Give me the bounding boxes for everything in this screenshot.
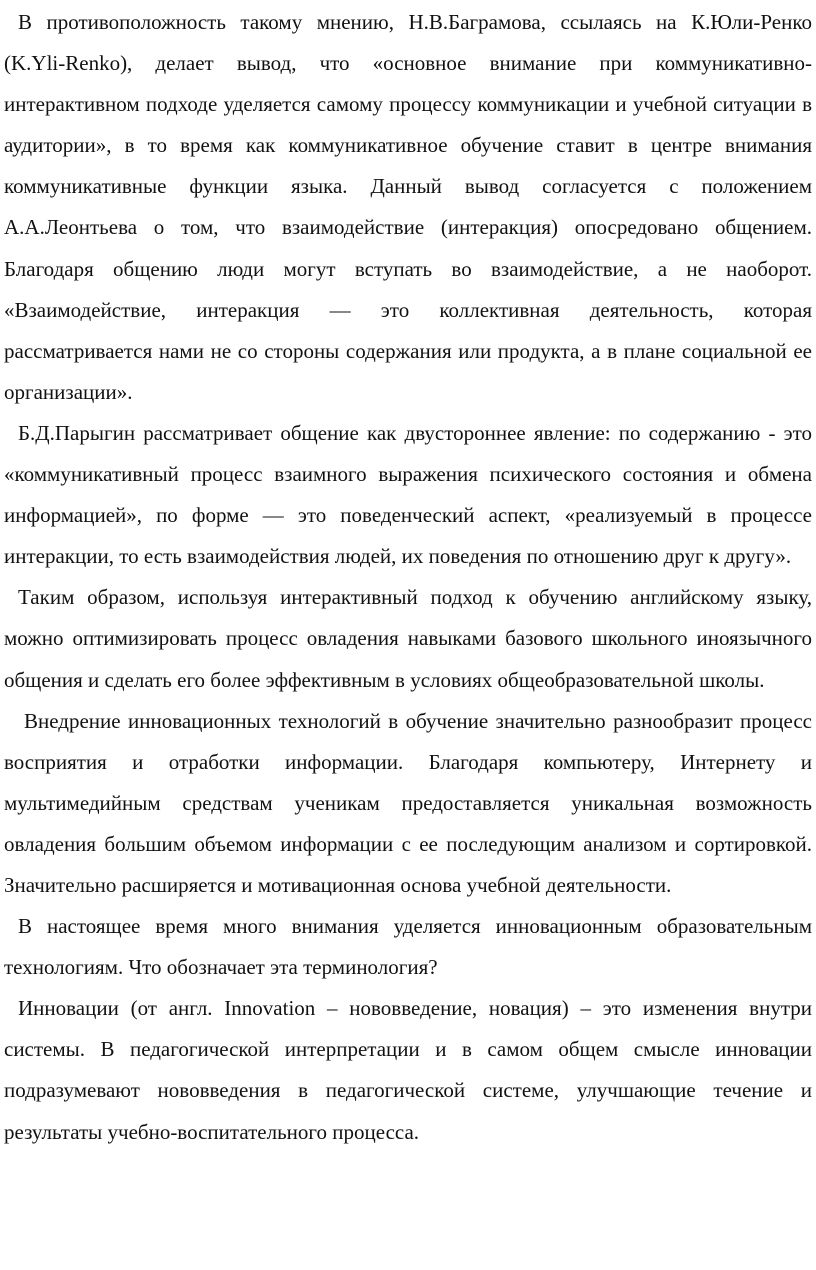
paragraph-2: Б.Д.Парыгин рассматривает общение как двустороннее явление: по содержанию - это «коммуникативный процесс взаимного выражения психического состояния и обмена информацией», по форме — это поведенческий аспект, «реализуемый в процессе интеракции, то есть взаимодействия людей, их поведения по отношению друг к другу». <box>4 420 812 569</box>
paragraph-4: Внедрение инновационных технологий в обучение значительно разнообразит процесс восприятия и отработки информации. Благодаря компьютеру, Интернету и мультимедийным средствам ученикам предоставляется уникальная возможность овладения большим объемом информации с ее последующим анализом и сортировкой. Значительно расширяется и мотивационная основа учебной деятельности. <box>4 708 812 897</box>
document-page <box>4 0 812 1153</box>
paragraph-6: Инновации (от англ. Innovation – нововведение, новация) – это изменения внутри системы. В педагогической интерпретации и в самом общем смысле инновации подразумевают нововведения в педагогической системе, улучшающие течение и результаты учебно-воспитательного процесса. <box>4 996 812 1144</box>
paragraph-1: В противоположность такому мнению, Н.В.Баграмова, ссылаясь на К.Юли-Ренко (K.Yli-Renko), делает вывод, что «основное внимание при коммуникативно-интерактивном подходе уделяется самому процессу коммуникации и учебной ситуации в аудитории», в то время как коммуникативное обучение ставит в центре внимания коммуникативные функции языка. Данный вывод согласуется с положением А.А.Леонтьева о том, что взаимодействие (интеракция) опосредовано общением. Благодаря общению люди могут вступать во взаимодействие, а не наоборот. «Взаимодействие, интеракция — это коллективная деятельность, которая рассматривается нами не со стороны содержания или продукта, а в плане социальной ее организации». <box>4 10 812 404</box>
paragraph-5: В настоящее время много внимания уделяется инновационным образовательным технологиям. Что обозначает эта терминология? <box>4 914 812 980</box>
paragraph-3: Таким образом, используя интерактивный подход к обучению английскому языку, можно оптимизировать процесс овладения навыками базового школьного иноязычного общения и сделать его более эффективным в условиях общеобразовательной школы. <box>4 585 812 692</box>
